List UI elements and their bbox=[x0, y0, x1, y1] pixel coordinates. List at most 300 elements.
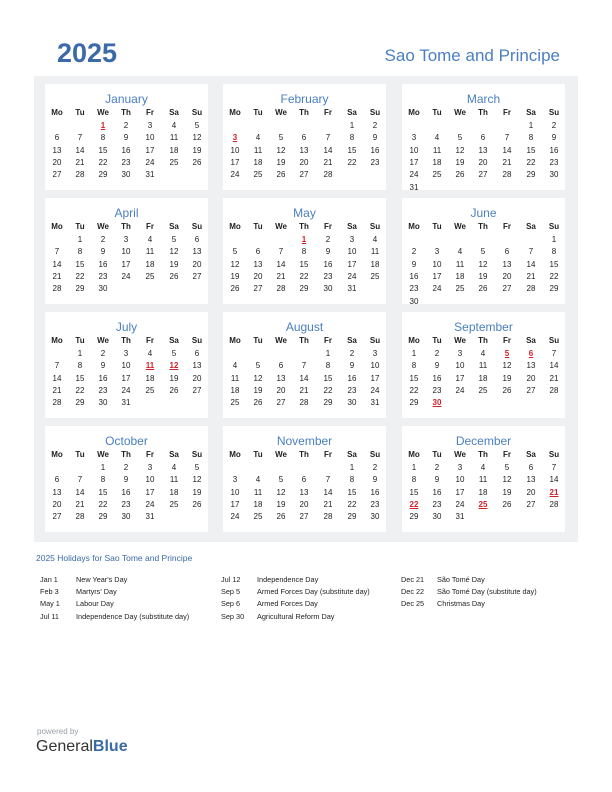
day: 23 bbox=[98, 385, 108, 395]
day: 11 bbox=[253, 145, 263, 155]
day: 1 bbox=[349, 121, 355, 130]
weekday-header: We bbox=[454, 450, 466, 459]
weekday-header: Su bbox=[369, 336, 381, 345]
day: 18 bbox=[432, 157, 442, 167]
day: 15 bbox=[98, 145, 108, 155]
weekday-header: Mo bbox=[408, 336, 420, 345]
day: 9 bbox=[551, 133, 557, 143]
holiday-item bbox=[221, 598, 370, 610]
day: 17 bbox=[432, 271, 442, 281]
weekday-header: Mo bbox=[408, 450, 420, 459]
day: 20 bbox=[192, 259, 202, 269]
day: 7 bbox=[504, 133, 510, 143]
holiday-name: New Year's Day bbox=[76, 575, 128, 584]
day: 1 bbox=[411, 349, 417, 358]
day: 13 bbox=[526, 361, 536, 371]
month-name: May bbox=[293, 206, 316, 220]
weekday-header: Su bbox=[191, 222, 203, 231]
day: 14 bbox=[549, 361, 559, 371]
day: 15 bbox=[549, 259, 559, 269]
day: 14 bbox=[299, 373, 309, 383]
weekday-header: Tu bbox=[75, 336, 85, 345]
month-june bbox=[402, 198, 565, 304]
holiday-item bbox=[401, 586, 537, 598]
day: 24 bbox=[230, 512, 240, 522]
day: 13 bbox=[299, 487, 309, 497]
day: 20 bbox=[276, 385, 286, 395]
day: 14 bbox=[502, 145, 512, 155]
weekday-header: Th bbox=[478, 108, 488, 117]
day: 3 bbox=[232, 475, 238, 485]
day: 6 bbox=[301, 475, 307, 485]
day: 25 bbox=[478, 385, 488, 395]
day: 6 bbox=[480, 133, 486, 143]
day: 25 bbox=[455, 284, 465, 294]
day: 8 bbox=[528, 133, 534, 143]
day: 2 bbox=[123, 121, 129, 130]
holidays-title: 2025 Holidays for Sao Tome and Principe bbox=[36, 553, 193, 563]
day: 17 bbox=[455, 373, 465, 383]
day: 29 bbox=[75, 284, 85, 294]
day: 20 bbox=[52, 499, 62, 509]
month-july bbox=[45, 312, 208, 418]
month-name: September bbox=[454, 320, 513, 334]
day: 24 bbox=[455, 499, 465, 509]
day: 9 bbox=[325, 247, 331, 257]
weekday-header: Th bbox=[299, 336, 309, 345]
holiday-date: Jul 12 bbox=[221, 575, 241, 584]
day: 4 bbox=[255, 475, 261, 485]
day: 26 bbox=[502, 385, 512, 395]
day: 22 bbox=[75, 271, 85, 281]
weekday-header: Su bbox=[191, 450, 203, 459]
weekday-header: Sa bbox=[526, 108, 536, 117]
month-november bbox=[223, 426, 386, 532]
weekday-header: Sa bbox=[347, 222, 357, 231]
day: 3 bbox=[457, 349, 463, 358]
day: 15 bbox=[299, 259, 309, 269]
day: 6 bbox=[278, 361, 284, 371]
day: 25 bbox=[370, 271, 380, 281]
day: 9 bbox=[123, 475, 129, 485]
holiday-item bbox=[401, 574, 537, 586]
day: 10 bbox=[432, 259, 442, 269]
day: 12 bbox=[253, 373, 263, 383]
day: 14 bbox=[75, 145, 85, 155]
day: 2 bbox=[372, 463, 378, 472]
weekday-header: Fr bbox=[146, 450, 154, 459]
day: 30 bbox=[347, 398, 357, 408]
day: 30 bbox=[121, 512, 131, 522]
day: 27 bbox=[502, 284, 512, 294]
day: 22 bbox=[299, 271, 309, 281]
day: 19 bbox=[169, 259, 179, 269]
holiday-date: Jan 1 bbox=[40, 575, 58, 584]
day: 19 bbox=[502, 373, 512, 383]
day: 25 bbox=[230, 398, 240, 408]
day: 27 bbox=[526, 499, 536, 509]
holiday-name: Martyrs' Day bbox=[76, 587, 117, 597]
day: 30 bbox=[121, 170, 131, 180]
weekday-header: Th bbox=[121, 450, 131, 459]
day: 9 bbox=[372, 475, 378, 485]
calendar-panel bbox=[34, 76, 578, 542]
day: 8 bbox=[411, 361, 417, 371]
day: 28 bbox=[323, 512, 333, 522]
month-december bbox=[402, 426, 565, 532]
day: 17 bbox=[121, 373, 131, 383]
weekday-header: We bbox=[454, 222, 466, 231]
day: 20 bbox=[478, 157, 488, 167]
day: 21 bbox=[75, 499, 85, 509]
weekday-header: Tu bbox=[75, 108, 85, 117]
day: 1 bbox=[349, 463, 355, 472]
day: 9 bbox=[434, 475, 440, 485]
day: 7 bbox=[301, 361, 307, 371]
weekday-header: We bbox=[97, 336, 109, 345]
day: 19 bbox=[502, 487, 512, 497]
day: 3 bbox=[411, 133, 417, 143]
day: 11 bbox=[478, 475, 488, 485]
day: 22 bbox=[347, 499, 357, 509]
weekday-header: Mo bbox=[408, 108, 420, 117]
day: 5 bbox=[457, 133, 463, 143]
day: 17 bbox=[145, 145, 155, 155]
day: 23 bbox=[98, 271, 108, 281]
day: 4 bbox=[434, 133, 440, 143]
day: 10 bbox=[121, 247, 131, 257]
month-name: January bbox=[105, 92, 148, 106]
weekday-header: Fr bbox=[324, 222, 332, 231]
day: 28 bbox=[299, 398, 309, 408]
day: 1 bbox=[77, 349, 83, 358]
day: 5 bbox=[194, 121, 200, 130]
day: 23 bbox=[121, 499, 131, 509]
day: 17 bbox=[145, 487, 155, 497]
weekday-header: Sa bbox=[169, 336, 179, 345]
day: 31 bbox=[455, 512, 465, 522]
month-name: August bbox=[285, 320, 324, 334]
day: 20 bbox=[299, 499, 309, 509]
weekday-header: Fr bbox=[146, 336, 154, 345]
weekday-header: Th bbox=[478, 222, 488, 231]
day: 2 bbox=[434, 463, 440, 472]
day: 21 bbox=[75, 157, 85, 167]
day: 24 bbox=[432, 284, 442, 294]
holiday-item bbox=[40, 611, 189, 623]
day: 27 bbox=[192, 385, 202, 395]
day: 29 bbox=[347, 512, 357, 522]
day: 3 bbox=[123, 235, 129, 244]
brand-blue: Blue bbox=[92, 738, 128, 755]
day: 14 bbox=[52, 259, 62, 269]
day: 13 bbox=[192, 247, 202, 257]
month-may bbox=[223, 198, 386, 304]
weekday-header: Sa bbox=[347, 108, 357, 117]
day: 8 bbox=[349, 475, 355, 485]
day: 28 bbox=[52, 398, 62, 408]
weekday-header: Sa bbox=[347, 450, 357, 459]
day: 31 bbox=[145, 170, 155, 180]
brand-logo[interactable] bbox=[36, 738, 128, 756]
day: 19 bbox=[192, 487, 202, 497]
day: 4 bbox=[255, 133, 261, 143]
holiday-date: May 1 bbox=[40, 599, 60, 609]
day: 27 bbox=[52, 512, 62, 522]
day: 18 bbox=[169, 145, 179, 155]
day: 24 bbox=[347, 271, 357, 281]
day: 11 bbox=[432, 145, 442, 155]
day: 16 bbox=[370, 487, 380, 497]
day: 17 bbox=[455, 487, 465, 497]
day: 10 bbox=[121, 361, 131, 371]
weekday-header: Su bbox=[548, 450, 560, 459]
day: 21 bbox=[276, 271, 286, 281]
powered-by: powered by bbox=[37, 727, 79, 736]
day: 11 bbox=[169, 133, 179, 143]
weekday-header: Sa bbox=[169, 222, 179, 231]
holiday-item bbox=[401, 598, 537, 610]
weekday-header: Th bbox=[478, 450, 488, 459]
holiday-name: São Tomé Day bbox=[437, 575, 485, 584]
day: 11 bbox=[370, 247, 380, 257]
weekday-header: Fr bbox=[324, 108, 332, 117]
month-april bbox=[45, 198, 208, 304]
weekday-header: Tu bbox=[432, 450, 442, 459]
day: 30 bbox=[409, 296, 419, 306]
day: 24 bbox=[121, 385, 131, 395]
weekday-header: We bbox=[275, 336, 287, 345]
day: 17 bbox=[370, 373, 380, 383]
day: 8 bbox=[325, 361, 331, 371]
day: 26 bbox=[455, 170, 465, 180]
day: 21 bbox=[549, 373, 559, 383]
day: 1 bbox=[551, 235, 557, 244]
day: 12 bbox=[276, 145, 286, 155]
day: 5 bbox=[171, 349, 177, 358]
day: 1 bbox=[100, 463, 106, 472]
day: 2 bbox=[100, 235, 106, 244]
day: 12 bbox=[192, 475, 202, 485]
day: 17 bbox=[230, 499, 240, 509]
weekday-header: Tu bbox=[432, 222, 442, 231]
day: 24 bbox=[370, 385, 380, 395]
weekday-header: Mo bbox=[51, 108, 63, 117]
month-name: October bbox=[105, 434, 148, 448]
day: 16 bbox=[549, 145, 559, 155]
day: 18 bbox=[145, 259, 155, 269]
day: 12 bbox=[502, 361, 512, 371]
day: 10 bbox=[455, 475, 465, 485]
day: 17 bbox=[409, 157, 419, 167]
holiday-item bbox=[221, 586, 370, 598]
day: 5 bbox=[278, 133, 284, 143]
weekday-header: We bbox=[454, 336, 466, 345]
weekday-header: Fr bbox=[503, 336, 511, 345]
day: 28 bbox=[75, 512, 85, 522]
day: 23 bbox=[347, 385, 357, 395]
holiday-date: Dec 25 bbox=[401, 599, 425, 609]
holiday-day: 22 bbox=[409, 499, 419, 509]
day: 3 bbox=[123, 349, 129, 358]
holiday-name: Labour Day bbox=[76, 599, 114, 609]
day: 8 bbox=[100, 133, 106, 143]
day: 2 bbox=[434, 349, 440, 358]
day: 7 bbox=[325, 133, 331, 143]
day: 21 bbox=[502, 157, 512, 167]
day: 4 bbox=[372, 235, 378, 244]
day: 3 bbox=[434, 247, 440, 257]
weekday-header: Sa bbox=[169, 108, 179, 117]
day: 25 bbox=[169, 157, 179, 167]
day: 23 bbox=[370, 499, 380, 509]
holiday-day: 11 bbox=[145, 361, 155, 371]
day: 19 bbox=[169, 373, 179, 383]
day: 9 bbox=[411, 259, 417, 269]
day: 14 bbox=[526, 259, 536, 269]
day: 28 bbox=[52, 284, 62, 294]
weekday-header: Th bbox=[478, 336, 488, 345]
day: 21 bbox=[323, 157, 333, 167]
day: 8 bbox=[411, 475, 417, 485]
day: 28 bbox=[526, 284, 536, 294]
day: 23 bbox=[549, 157, 559, 167]
day: 19 bbox=[455, 157, 465, 167]
day: 13 bbox=[253, 259, 263, 269]
day: 6 bbox=[528, 463, 534, 472]
month-name: December bbox=[455, 434, 512, 448]
weekday-header: Mo bbox=[229, 336, 241, 345]
day: 16 bbox=[432, 487, 442, 497]
weekday-header: Su bbox=[369, 222, 381, 231]
holiday-column bbox=[221, 574, 370, 623]
day: 26 bbox=[502, 499, 512, 509]
day: 24 bbox=[145, 157, 155, 167]
day: 18 bbox=[478, 373, 488, 383]
month-name: April bbox=[114, 206, 139, 220]
day: 2 bbox=[349, 349, 355, 358]
holiday-day: 1 bbox=[100, 121, 106, 130]
day: 9 bbox=[434, 361, 440, 371]
day: 20 bbox=[52, 157, 62, 167]
day: 18 bbox=[145, 373, 155, 383]
day: 7 bbox=[551, 463, 557, 472]
weekday-header: Th bbox=[299, 108, 309, 117]
day: 30 bbox=[98, 284, 108, 294]
day: 10 bbox=[230, 487, 240, 497]
weekday-header: Tu bbox=[253, 222, 263, 231]
day: 19 bbox=[253, 385, 263, 395]
day: 11 bbox=[169, 475, 179, 485]
day: 18 bbox=[478, 487, 488, 497]
weekday-header: Th bbox=[121, 222, 131, 231]
holiday-item bbox=[40, 574, 189, 586]
day: 8 bbox=[77, 247, 83, 257]
day: 26 bbox=[192, 157, 202, 167]
day: 29 bbox=[526, 170, 536, 180]
holiday-name: Armed Forces Day bbox=[257, 599, 318, 609]
day: 11 bbox=[455, 259, 465, 269]
holiday-name: Armed Forces Day (substitute day) bbox=[257, 587, 370, 597]
weekday-header: Su bbox=[548, 336, 560, 345]
month-january bbox=[45, 84, 208, 190]
day: 28 bbox=[276, 284, 286, 294]
weekday-header: Sa bbox=[169, 450, 179, 459]
day: 27 bbox=[52, 170, 62, 180]
weekday-header: Tu bbox=[75, 222, 85, 231]
weekday-header: Tu bbox=[253, 108, 263, 117]
day: 21 bbox=[299, 385, 309, 395]
day: 13 bbox=[52, 145, 62, 155]
holiday-day: 30 bbox=[432, 398, 442, 408]
day: 8 bbox=[551, 247, 557, 257]
day: 4 bbox=[457, 247, 463, 257]
day: 29 bbox=[75, 398, 85, 408]
day: 8 bbox=[301, 247, 307, 257]
country-title: Sao Tome and Principe bbox=[384, 46, 560, 65]
holiday-date: Dec 22 bbox=[401, 587, 425, 597]
day: 2 bbox=[325, 235, 331, 244]
holiday-item bbox=[221, 611, 370, 623]
weekday-header: Sa bbox=[526, 222, 536, 231]
day: 16 bbox=[98, 373, 108, 383]
weekday-header: We bbox=[97, 108, 109, 117]
day: 18 bbox=[253, 499, 263, 509]
day: 10 bbox=[145, 475, 155, 485]
day: 15 bbox=[75, 373, 85, 383]
day: 3 bbox=[147, 463, 153, 472]
day: 23 bbox=[121, 157, 131, 167]
day: 1 bbox=[528, 121, 534, 130]
holiday-day: 1 bbox=[301, 235, 307, 244]
month-name: July bbox=[115, 320, 138, 334]
weekday-header: Fr bbox=[503, 450, 511, 459]
day: 15 bbox=[409, 373, 419, 383]
day: 3 bbox=[457, 463, 463, 472]
month-name: November bbox=[276, 434, 333, 448]
day: 26 bbox=[253, 398, 263, 408]
weekday-header: Th bbox=[121, 336, 131, 345]
day: 25 bbox=[145, 271, 155, 281]
holiday-item bbox=[221, 574, 370, 586]
day: 9 bbox=[372, 133, 378, 143]
day: 20 bbox=[299, 157, 309, 167]
day: 25 bbox=[253, 170, 263, 180]
weekday-header: Th bbox=[121, 108, 131, 117]
day: 16 bbox=[347, 373, 357, 383]
day: 28 bbox=[75, 170, 85, 180]
weekday-header: Mo bbox=[229, 450, 241, 459]
day: 7 bbox=[325, 475, 331, 485]
day: 23 bbox=[323, 271, 333, 281]
day: 27 bbox=[526, 385, 536, 395]
day: 13 bbox=[502, 259, 512, 269]
holiday-item bbox=[40, 586, 189, 598]
day: 12 bbox=[455, 145, 465, 155]
day: 29 bbox=[549, 284, 559, 294]
day: 12 bbox=[478, 259, 488, 269]
weekday-header: Mo bbox=[51, 336, 63, 345]
day: 18 bbox=[230, 385, 240, 395]
day: 4 bbox=[480, 349, 486, 358]
weekday-header: We bbox=[275, 108, 287, 117]
day: 4 bbox=[171, 463, 177, 472]
holiday-date: Feb 3 bbox=[40, 587, 59, 597]
day: 4 bbox=[147, 235, 153, 244]
day: 31 bbox=[121, 398, 131, 408]
day: 26 bbox=[169, 385, 179, 395]
day: 7 bbox=[77, 475, 83, 485]
